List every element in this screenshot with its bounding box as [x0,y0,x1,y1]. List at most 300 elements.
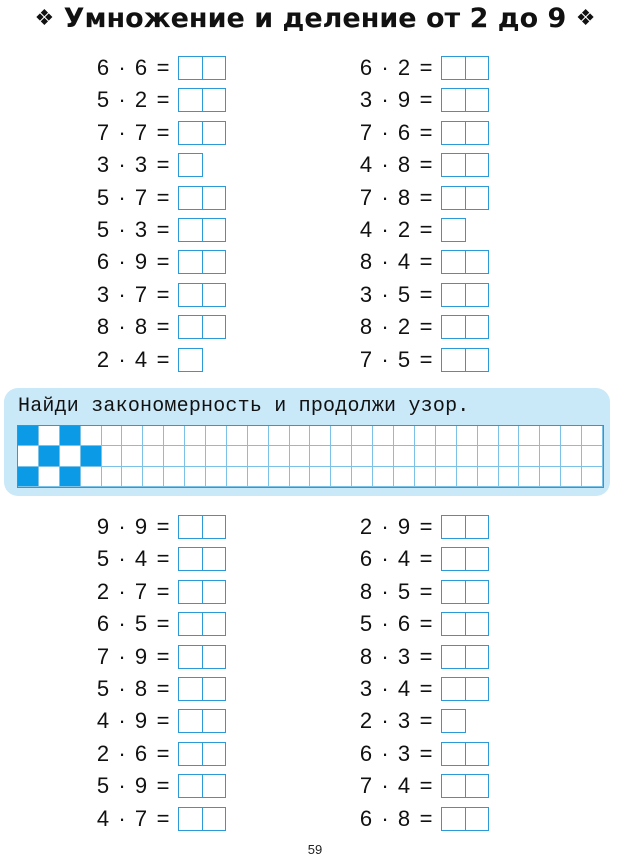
multiply-sign: · [381,281,389,307]
equals-sign: = [156,611,170,637]
equation-row [96,579,226,605]
ornament-left-icon: ❖ [34,6,55,31]
answer-box[interactable] [178,283,226,307]
answer-digit-cell[interactable] [179,349,202,371]
answer-digit-cell[interactable] [442,710,465,732]
answer-digit-cell[interactable] [202,743,225,765]
answer-digit-cell[interactable] [179,613,202,635]
equals-sign: = [419,184,433,210]
answer-digit-cell[interactable] [465,581,488,603]
multiply-sign: · [381,676,389,701]
pattern-cell[interactable] [143,446,164,466]
equals-sign: = [156,514,170,539]
answer-box[interactable] [441,88,489,112]
multiply-sign: · [118,514,126,539]
answer-digit-cell[interactable] [202,89,225,111]
answer-box[interactable] [441,709,466,733]
pattern-cell[interactable] [227,426,248,446]
equation-row [96,249,226,275]
factor-b: 2 [134,87,148,113]
answer-digit-cell[interactable] [442,646,465,668]
equals-sign: = [156,643,170,669]
pattern-cell[interactable] [415,467,436,487]
answer-box[interactable] [441,774,489,798]
answer-digit-cell[interactable] [442,251,465,273]
answer-digit-cell[interactable] [179,548,202,570]
pattern-cell[interactable] [331,467,352,487]
equation-row [96,347,203,373]
pattern-cell[interactable] [310,446,331,466]
answer-digit-cell[interactable] [202,581,225,603]
answer-digit-cell[interactable] [202,516,225,538]
answer-box[interactable] [178,645,226,669]
multiply-sign: · [118,314,126,340]
answer-digit-cell[interactable] [465,154,488,176]
pattern-cell[interactable] [269,426,290,446]
equation-row [96,120,226,146]
answer-digit-cell[interactable] [465,316,488,338]
pattern-cell[interactable] [164,467,185,487]
equals-sign: = [419,249,433,275]
pattern-cell[interactable] [290,467,311,487]
pattern-task-panel [4,388,610,496]
answer-box[interactable] [178,807,226,831]
pattern-cell[interactable] [206,467,227,487]
multiply-sign: · [381,643,389,669]
answer-digit-cell[interactable] [465,89,488,111]
multiply-sign: · [381,611,389,637]
pattern-cell[interactable] [415,426,436,446]
answer-digit-cell[interactable] [465,284,488,306]
pattern-cell[interactable] [60,446,81,466]
factor-a: 5 [96,546,110,572]
equals-sign: = [419,514,433,539]
answer-digit-cell[interactable] [202,284,225,306]
answer-digit-cell[interactable] [202,219,225,241]
factor-b: 9 [397,514,411,539]
equals-sign: = [419,152,433,178]
factor-a: 6 [359,805,373,831]
pattern-cell[interactable] [457,467,478,487]
equals-sign: = [419,676,433,701]
answer-box[interactable] [441,56,489,80]
answer-digit-cell[interactable] [465,57,488,79]
multiply-sign: · [118,740,126,766]
pattern-cell[interactable] [290,446,311,466]
answer-digit-cell[interactable] [465,613,488,635]
answer-box[interactable] [178,88,226,112]
factor-b: 6 [397,119,411,145]
answer-digit-cell[interactable] [442,57,465,79]
answer-box[interactable] [178,186,226,210]
pattern-cell[interactable] [561,446,582,466]
answer-box[interactable] [178,250,226,274]
pattern-cell[interactable] [102,446,123,466]
answer-digit-cell[interactable] [442,775,465,797]
equation-row [359,546,489,572]
pattern-cell[interactable] [478,426,499,446]
pattern-cell[interactable] [227,467,248,487]
answer-digit-cell[interactable] [179,122,202,144]
answer-box[interactable] [441,645,489,669]
pattern-cell[interactable] [352,446,373,466]
pattern-cell[interactable] [499,467,520,487]
answer-digit-cell[interactable] [442,349,465,371]
multiply-sign: · [381,346,389,372]
equation-row [359,152,489,178]
pattern-cell[interactable] [143,426,164,446]
pattern-cell[interactable] [248,426,269,446]
pattern-cell[interactable] [457,446,478,466]
pattern-cell[interactable] [102,426,123,446]
equation-row [359,249,489,275]
answer-box[interactable] [441,677,489,701]
factor-a: 3 [96,281,110,307]
factor-b: 8 [134,314,148,340]
answer-digit-cell[interactable] [179,219,202,241]
pattern-cell[interactable] [81,426,102,446]
equation-row [96,152,203,178]
equation-row [359,87,489,113]
pattern-cell[interactable] [18,446,39,466]
pattern-cell[interactable] [561,467,582,487]
pattern-grid [17,425,604,488]
equals-sign: = [156,708,170,734]
pattern-cell[interactable] [102,467,123,487]
pattern-cell[interactable] [540,426,561,446]
pattern-cell[interactable] [352,426,373,446]
pattern-cell[interactable] [185,446,206,466]
pattern-cell[interactable] [373,426,394,446]
task-instruction: Найди закономерность и продолжи узор. [18,395,470,418]
pattern-cell[interactable] [206,446,227,466]
answer-digit-cell[interactable] [202,122,225,144]
answer-digit-cell[interactable] [179,743,202,765]
equation-row [96,741,226,767]
answer-digit-cell[interactable] [442,219,465,241]
pattern-cell-filled [18,467,39,487]
pattern-cell[interactable] [373,446,394,466]
answer-digit-cell[interactable] [465,808,488,830]
answer-digit-cell[interactable] [465,646,488,668]
equation-row [359,773,489,799]
answer-digit-cell[interactable] [442,89,465,111]
answer-digit-cell[interactable] [202,646,225,668]
pattern-cell[interactable] [248,446,269,466]
answer-box[interactable] [441,186,489,210]
answer-box[interactable] [441,612,489,636]
factor-b: 5 [134,611,148,637]
pattern-cell[interactable] [164,446,185,466]
factor-b: 7 [134,578,148,604]
answer-digit-cell[interactable] [465,678,488,700]
pattern-cell[interactable] [540,446,561,466]
pattern-cell[interactable] [206,426,227,446]
answer-digit-cell[interactable] [179,775,202,797]
answer-digit-cell[interactable] [202,808,225,830]
factor-a: 5 [96,676,110,701]
answer-box[interactable] [178,348,203,372]
answer-box[interactable] [178,612,226,636]
answer-digit-cell[interactable] [465,548,488,570]
answer-digit-cell[interactable] [202,775,225,797]
equation-row [359,514,489,540]
answer-box[interactable] [441,580,489,604]
pattern-cell[interactable] [394,426,415,446]
answer-digit-cell[interactable] [465,187,488,209]
pattern-cell[interactable] [519,426,540,446]
pattern-cell[interactable] [519,446,540,466]
answer-digit-cell[interactable] [465,743,488,765]
pattern-cell[interactable] [415,446,436,466]
equation-row [96,644,226,670]
factor-b: 2 [397,55,411,80]
answer-box[interactable] [441,283,489,307]
pattern-cell[interactable] [373,467,394,487]
answer-box[interactable] [178,121,226,145]
answer-box[interactable] [178,315,226,339]
equals-sign: = [156,805,170,831]
factor-a: 7 [96,119,110,145]
factor-b: 5 [397,281,411,307]
equals-sign: = [156,184,170,210]
multiply-sign: · [381,578,389,604]
answer-digit-cell[interactable] [465,122,488,144]
answer-box[interactable] [178,515,226,539]
equation-row [359,741,489,767]
answer-digit-cell[interactable] [442,516,465,538]
factor-b: 4 [134,346,148,372]
factor-a: 5 [359,611,373,637]
answer-digit-cell[interactable] [202,710,225,732]
answer-digit-cell[interactable] [442,187,465,209]
answer-digit-cell[interactable] [442,122,465,144]
equals-sign: = [419,217,433,242]
multiply-sign: · [381,152,389,178]
answer-box[interactable] [178,153,203,177]
answer-digit-cell[interactable] [202,187,225,209]
equals-sign: = [419,740,433,766]
factor-b: 3 [134,217,148,242]
answer-box[interactable] [178,56,226,80]
pattern-cell[interactable] [436,446,457,466]
multiply-sign: · [381,708,389,734]
pattern-cell[interactable] [436,426,457,446]
answer-digit-cell[interactable] [442,548,465,570]
pattern-cell[interactable] [122,426,143,446]
factor-b: 2 [397,314,411,340]
equals-sign: = [156,87,170,113]
answer-digit-cell[interactable] [179,316,202,338]
pattern-cell[interactable] [185,426,206,446]
multiply-sign: · [118,708,126,734]
answer-box[interactable] [441,742,489,766]
pattern-cell[interactable] [582,446,603,466]
answer-digit-cell[interactable] [179,89,202,111]
factor-b: 8 [397,152,411,178]
factor-b: 9 [134,643,148,669]
answer-digit-cell[interactable] [442,154,465,176]
answer-box[interactable] [178,709,226,733]
equals-sign: = [156,346,170,372]
answer-digit-cell[interactable] [202,678,225,700]
pattern-cell[interactable] [248,467,269,487]
multiply-sign: · [381,314,389,340]
answer-digit-cell[interactable] [179,57,202,79]
pattern-cell[interactable] [143,467,164,487]
answer-box[interactable] [441,515,489,539]
pattern-cell[interactable] [457,426,478,446]
answer-box[interactable] [441,121,489,145]
pattern-cell[interactable] [269,467,290,487]
equals-sign: = [419,281,433,307]
pattern-cell[interactable] [290,426,311,446]
answer-box[interactable] [441,218,466,242]
answer-digit-cell[interactable] [179,284,202,306]
answer-digit-cell[interactable] [202,57,225,79]
answer-digit-cell[interactable] [179,154,202,176]
factor-b: 2 [397,217,411,242]
equation-row [359,120,489,146]
answer-digit-cell[interactable] [442,678,465,700]
equation-row [359,611,489,637]
answer-box[interactable] [441,250,489,274]
factor-a: 6 [359,55,373,80]
multiply-sign: · [118,184,126,210]
pattern-cell[interactable] [582,426,603,446]
pattern-cell[interactable] [540,467,561,487]
answer-digit-cell[interactable] [465,775,488,797]
answer-digit-cell[interactable] [179,646,202,668]
answer-box[interactable] [441,348,489,372]
equation-row [359,644,489,670]
answer-digit-cell[interactable] [202,251,225,273]
answer-digit-cell[interactable] [202,316,225,338]
factor-b: 6 [134,740,148,766]
answer-digit-cell[interactable] [179,516,202,538]
equation-row [359,708,466,734]
factor-b: 7 [134,184,148,210]
answer-box[interactable] [178,677,226,701]
pattern-cell[interactable] [478,446,499,466]
answer-box[interactable] [178,580,226,604]
pattern-cell[interactable] [394,467,415,487]
factor-b: 3 [397,643,411,669]
page-number: 59 [307,842,323,857]
answer-box[interactable] [178,218,226,242]
answer-box[interactable] [178,742,226,766]
multiply-sign: · [381,87,389,113]
pattern-cell[interactable] [122,467,143,487]
pattern-cell[interactable] [164,426,185,446]
equals-sign: = [419,643,433,669]
pattern-cell[interactable] [310,426,331,446]
pattern-cell[interactable] [310,467,331,487]
equation-row [96,217,226,243]
factor-a: 4 [359,152,373,178]
factor-b: 9 [134,773,148,799]
pattern-cell[interactable] [331,426,352,446]
pattern-cell[interactable] [582,467,603,487]
answer-digit-cell[interactable] [179,710,202,732]
pattern-cell[interactable] [394,446,415,466]
pattern-cell-filled [60,467,81,487]
pattern-cell[interactable] [81,467,102,487]
answer-digit-cell[interactable] [442,284,465,306]
factor-a: 3 [96,152,110,178]
equation-row [96,611,226,637]
answer-digit-cell[interactable] [202,613,225,635]
answer-digit-cell[interactable] [202,548,225,570]
pattern-cell[interactable] [561,426,582,446]
equation-row [359,347,489,373]
equals-sign: = [156,152,170,178]
pattern-cell[interactable] [269,446,290,466]
factor-a: 5 [96,217,110,242]
factor-b: 8 [397,184,411,210]
factor-b: 4 [397,676,411,701]
answer-digit-cell[interactable] [442,808,465,830]
equation-row [96,282,226,308]
multiply-sign: · [118,281,126,307]
pattern-cell[interactable] [331,446,352,466]
answer-digit-cell[interactable] [179,251,202,273]
equals-sign: = [156,773,170,799]
answer-box[interactable] [441,807,489,831]
answer-digit-cell[interactable] [465,349,488,371]
answer-digit-cell[interactable] [179,678,202,700]
pattern-cell[interactable] [39,467,60,487]
pattern-cell[interactable] [352,467,373,487]
answer-digit-cell[interactable] [442,581,465,603]
pattern-cell[interactable] [122,446,143,466]
pattern-cell[interactable] [227,446,248,466]
answer-box[interactable] [441,315,489,339]
multiply-sign: · [381,773,389,799]
factor-b: 3 [134,152,148,178]
answer-digit-cell[interactable] [442,613,465,635]
pattern-cell[interactable] [519,467,540,487]
answer-digit-cell[interactable] [465,516,488,538]
equation-row [359,282,489,308]
pattern-cell[interactable] [499,446,520,466]
answer-digit-cell[interactable] [179,581,202,603]
factor-a: 5 [96,773,110,799]
factor-a: 2 [96,740,110,766]
answer-digit-cell[interactable] [442,743,465,765]
factor-b: 7 [134,119,148,145]
answer-digit-cell[interactable] [179,808,202,830]
answer-box[interactable] [178,774,226,798]
equals-sign: = [419,773,433,799]
answer-digit-cell[interactable] [442,316,465,338]
answer-digit-cell[interactable] [179,187,202,209]
answer-box[interactable] [441,547,489,571]
answer-box[interactable] [441,153,489,177]
pattern-cell[interactable] [478,467,499,487]
answer-digit-cell[interactable] [465,251,488,273]
multiply-sign: · [118,119,126,145]
page-title [0,2,630,36]
pattern-cell[interactable] [39,426,60,446]
factor-a: 7 [359,119,373,145]
pattern-cell[interactable] [185,467,206,487]
pattern-cell[interactable] [499,426,520,446]
equals-sign: = [419,546,433,572]
equals-sign: = [156,217,170,242]
answer-box[interactable] [178,547,226,571]
pattern-cell[interactable] [436,467,457,487]
